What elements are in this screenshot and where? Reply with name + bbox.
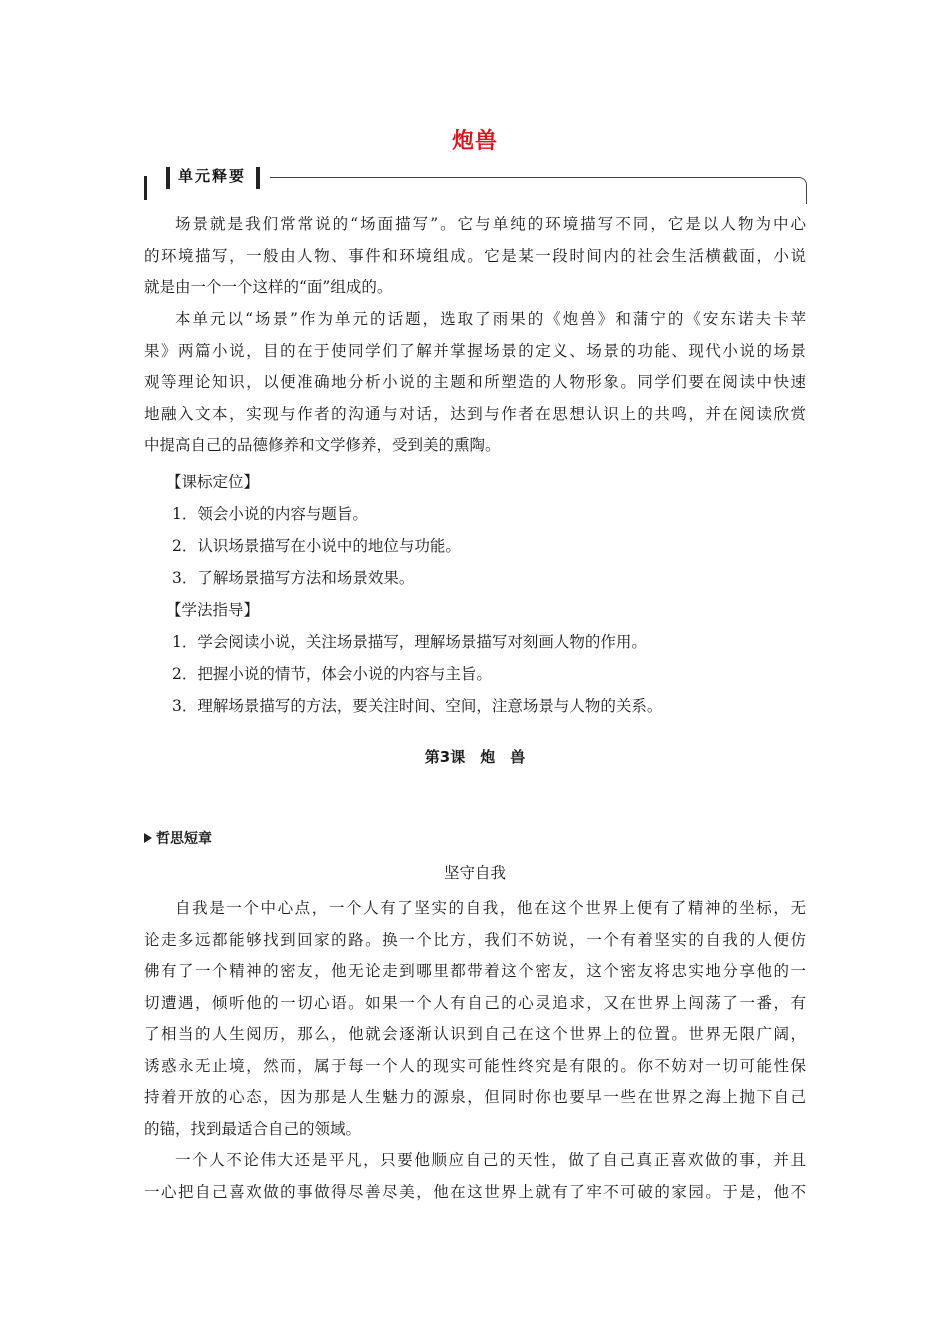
unit-intro-header [144,162,810,206]
section-heading [144,828,212,848]
text-line: 场景就是我们常常说的“场面描写”。它与单纯的环境描写不同，它是以人物为中心 [175,215,806,233]
text-line: 持着开放的心态，因为那是人生魅力的源泉，但同时你也要早一些在世界之海上抛下自己 [144,1088,806,1106]
section-heading-label: 哲思短章 [156,831,212,847]
header-bracket-left [144,176,147,200]
text-line: 的环境描写，一般由人物、事件和环境组成。它是某一段时间内的社会生活横截面，小说 [144,246,806,265]
methods-heading: 【学法指导】 [166,601,260,619]
label-bar-right [256,167,260,189]
standards-item: 1．领会小说的内容与题旨。 [172,505,368,523]
text-line: 果》两篇小说，目的在于使同学们了解并掌握场景的定义、场景的功能、现代小说的场景 [144,341,806,360]
triangle-bullet-icon [144,833,152,843]
methods-item: 1．学会阅读小说，关注场景描写，理解场景描写对刻画人物的作用。 [172,633,647,651]
text-line: 就是由一个一个这样的“面”组成的。 [144,278,393,296]
lesson-title: 第3课 炮 兽 [424,748,526,766]
text-line: 论走多远都能够找到回家的路。换一个比方，我们不妨说，一个有着坚实的自我的人便仿 [144,930,806,949]
methods-item: 3．理解场景描写的方法，要关注时间、空间，注意场景与人物的关系。 [172,697,663,715]
text-line: 本单元以“场景”作为单元的话题，选取了雨果的《炮兽》和蒲宁的《安东诺夫卡苹 [175,310,806,328]
label-bar-left [166,167,170,189]
text-line: 了相当的人生阅历，那么，他就会逐渐认识到自己在这个世界上的位置。世界无限广阔， [144,1025,806,1043]
text-line: 观等理论知识，以便准确地分析小说的主题和所塑造的人物形象。同学们要在阅读中快速 [144,373,806,391]
standards-item: 3．了解场景描写方法和场景效果。 [172,569,415,587]
standards-heading: 【课标定位】 [166,473,260,491]
essay-paragraph-2 [144,1145,806,1208]
unit-intro-label: 单元释要 [178,167,247,185]
text-line: 诱惑永无止境，然而，属于每一个人的现实可能性终究是有限的。你不妨对一切可能性保 [144,1056,806,1075]
text-line: 佛有了一个精神的密友，他无论走到哪里都带着这个密友，这个密友将忠实地分享他的一 [144,962,806,980]
text-line: 一个人不论伟大还是平凡，只要他顺应自己的天性，做了自己真正喜欢做的事，并且 [175,1151,806,1169]
text-line: 地融入文本，实现与作者的沟通与对话，达到与作者在思想认识上的共鸣，并在阅读欣赏 [144,404,806,423]
text-line: 切遭遇，倾听他的一切心语。如果一个人有自己的心灵追求，又在世界上闯荡了一番，有 [144,993,806,1012]
essay-paragraph-1 [144,893,806,1145]
page-title: 炮兽 [451,129,498,154]
text-line: 一心把自己喜欢做的事做得尽善尽美，他在这世界上就有了牢不可破的家园。于是，他不 [144,1182,806,1201]
text-line: 中提高自己的品德修养和文学修养，受到美的熏陶。 [144,436,501,454]
header-rule [270,177,800,178]
text-line: 自我是一个中心点，一个人有了坚实的自我，他在这个世界上便有了精神的坐标，无 [175,899,806,917]
text-line: 的锚，找到最适合自己的领域。 [144,1119,362,1138]
unit-intro-paragraph-2 [144,304,806,462]
methods-item: 2．把握小说的情节，体会小说的内容与主旨。 [172,665,492,683]
standards-item: 2．认识场景描写在小说中的地位与功能。 [172,537,461,555]
unit-intro-paragraph-1 [144,209,806,304]
essay-title: 坚守自我 [443,864,506,882]
header-bracket-right [790,177,807,204]
